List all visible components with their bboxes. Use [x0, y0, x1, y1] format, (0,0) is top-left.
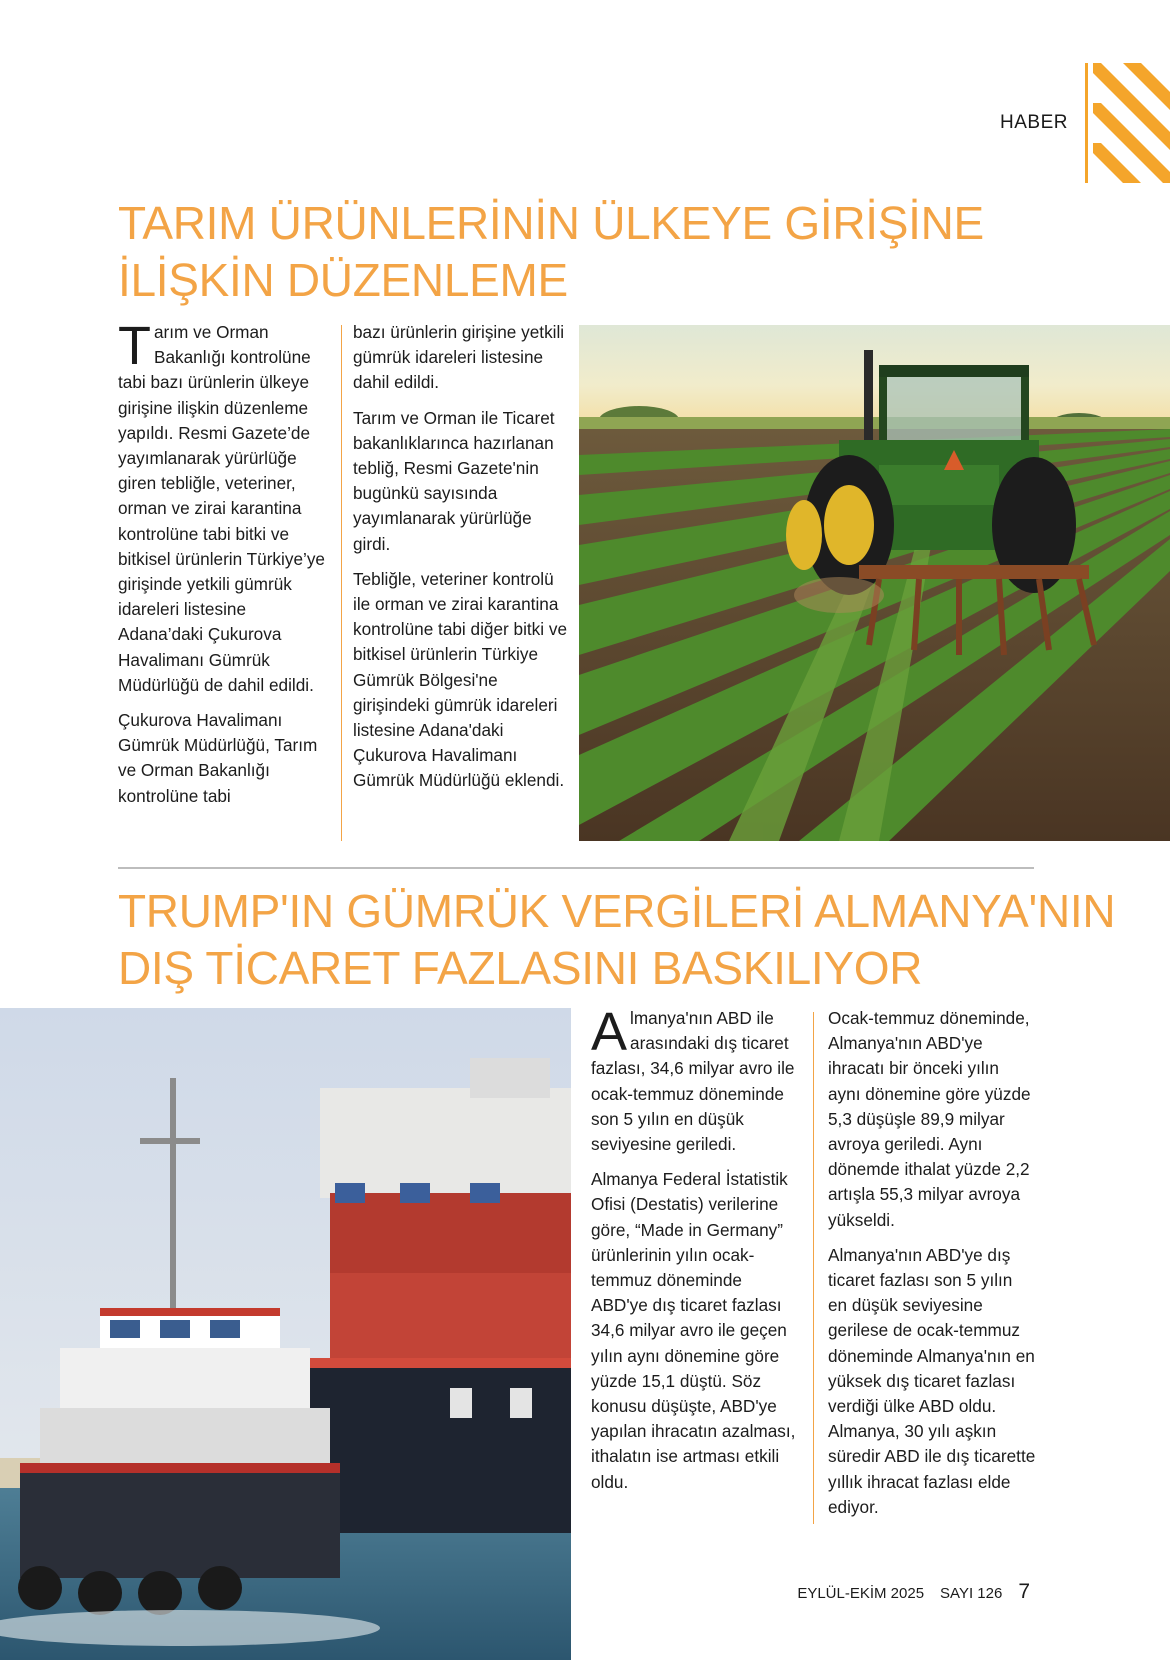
article2-col1-p1: lmanya'nın ABD ile arasındaki dış ticaret fazlası, 34,6 milyar avro ile ocak-temmuz döneminde son 5 yılın en düşük seviyesine geriledi.: [591, 1008, 795, 1155]
section-divider: [118, 867, 1034, 869]
article1-col1-p1: arım ve Orman Bakanlığı kontrolüne tabi bazı ürünlerin ülkeye girişine ilişkin düzenleme yapıldı. Resmi Gazete’de yayımlanarak yürürlüğe giren tebliğle, veteriner, orman ve zirai karantina kontrolüne tabi bitki ve bitkisel ürünlerin Türkiye’ye girişinde yetkili gümrük idareleri listesine Adana’daki Çukurova Havalimanı Gümrük Müdürlüğü de dahil edildi.: [118, 322, 325, 695]
article1-col2-p2: Tarım ve Orman ile Ticaret bakanlıklarınca hazırlanan tebliğ, Resmi Gazete'nin bugünkü sayısında yayımlanarak yürürlüğe girdi.: [353, 407, 555, 554]
article2-headline: [118, 883, 1115, 997]
article1-dropcap: T: [118, 316, 151, 376]
article2-col2-p1: Ocak-temmuz döneminde, Almanya'nın ABD'ye ihracatı bir önceki yılın aynı dönemine göre yüzde 5,3 düşüşle 89,9 milyar avroya geriledi. Aynı dönemde ithalat yüzde 2,2 artışla 55,3 milyar avroya yükseldi.: [828, 1008, 1031, 1230]
footer-issue-number: SAYI 126: [940, 1585, 1003, 1602]
header-stripes-decoration: [1093, 63, 1170, 183]
header-accent-bar: [1085, 63, 1088, 183]
cargo-ship-tugboat-photo: [0, 1008, 571, 1660]
tractor-field-photo: [579, 325, 1170, 841]
article1-column-divider: [341, 325, 342, 841]
article1-column-1: [118, 316, 330, 819]
article1-column-2: [353, 320, 567, 804]
page-footer: [790, 1580, 1030, 1604]
article2-column-2: [828, 1006, 1036, 1530]
article1-headline: [118, 195, 984, 309]
article2-col2-p2: Almanya'nın ABD'ye dış ticaret fazlası son 5 yılın en düşük seviyesine gerilese de ocak-temmuz döneminde Almanya'nın en yüksek dış ticaret fazlası verdiği ülke ABD oldu. Almanya, 30 yılı aşkın süredir ABD ile dış ticarette yıllık ihracat fazlası elde ediyor.: [828, 1244, 1036, 1517]
article2-column-1: [591, 1002, 801, 1505]
article2-dropcap: A: [591, 1002, 628, 1062]
article2-column-divider: [813, 1012, 814, 1524]
article2-col1-p2: Almanya Federal İstatistik Ofisi (Destatis) verilerine göre, “Made in Germany” ürünlerinin yılın ocak-temmuz döneminde ABD'ye dış ticaret fazlası 34,6 milyar avro ile geçen yılın aynı dönemine göre yüzde 15,1 düştü. Söz konusu düşüşte, ABD'ye yapılan ihracatın azalması, ithalatın ise artması etkili oldu.: [591, 1169, 796, 1492]
page-number: 7: [1018, 1580, 1030, 1603]
footer-issue-date: EYLÜL-EKİM 2025: [797, 1585, 925, 1602]
section-label: HABER: [1000, 112, 1068, 133]
article2-headline-line2: DIŞ TİCARET FAZLASINI BASKILIYOR: [118, 942, 923, 994]
article2-headline-line1: TRUMP'IN GÜMRÜK VERGİLERİ ALMANYA'NIN: [118, 885, 1116, 937]
article1-col2-p1: bazı ürünlerin girişine yetkili gümrük idareleri listesine dahil edildi.: [353, 322, 565, 393]
article1-col2-p3: Tebliğle, veteriner kontrolü ile orman ve zirai karantina kontrolüne tabi diğer bitki ve bitkisel ürünlerin Türkiye Gümrük Bölgesi'ne girişindeki gümrük idareleri listesine Adana'daki Çukurova Havalimanı Gümrük Müdürlüğü eklendi.: [353, 568, 568, 791]
article1-headline-line1: TARIM ÜRÜNLERİNİN ÜLKEYE GİRİŞİNE: [118, 197, 984, 249]
article1-headline-line2: İLİŞKİN DÜZENLEME: [118, 254, 568, 306]
article1-col1-p2: Çukurova Havalimanı Gümrük Müdürlüğü, Tarım ve Orman Bakanlığı kontrolüne tabi: [118, 710, 318, 806]
